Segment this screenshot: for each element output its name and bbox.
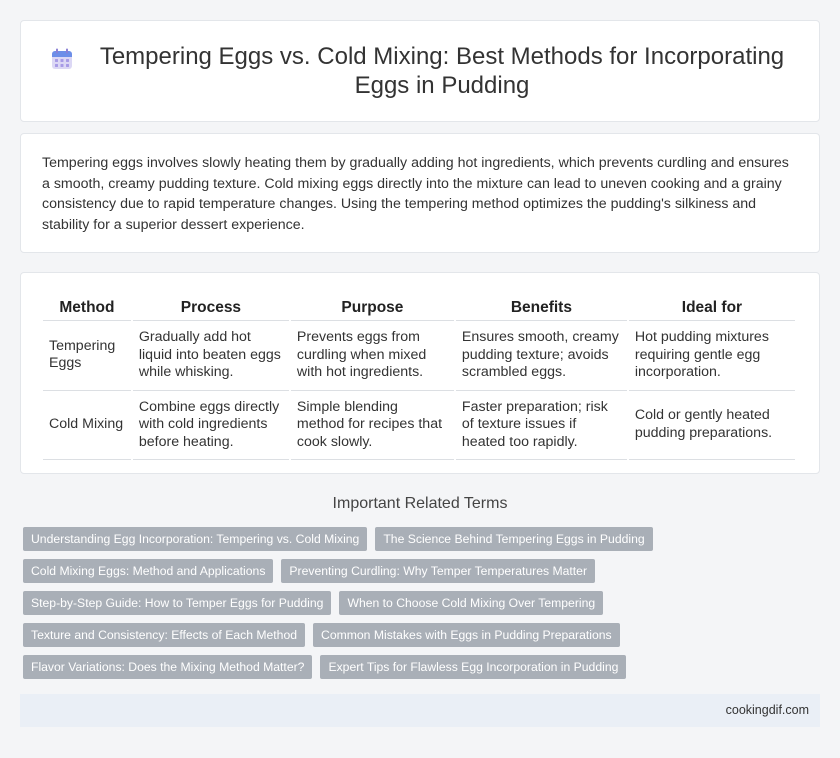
- intro-text: Tempering eggs involves slowly heating them by gradually adding hot ingredients, which prevents curdling and ensures a smooth, creamy pudding texture. Cold mixing eggs directly into the mixture can lead to uneven cooking and a grainy consistency due to rapid temperature changes. Using the tempering method optimizes the pudding's silkiness and stability for a superior dessert experience.: [42, 155, 789, 233]
- related-term-link[interactable]: Cold Mixing Eggs: Method and Applications: [23, 559, 273, 583]
- header-benefits: Benefits: [456, 295, 627, 321]
- tag-row: [23, 655, 823, 679]
- table-header-row: [43, 295, 795, 321]
- intro-card: [20, 133, 820, 253]
- related-term-link[interactable]: Common Mistakes with Eggs in Pudding Preparations: [313, 623, 620, 647]
- cell-process: Gradually add hot liquid into beaten eggs while whisking.: [133, 321, 289, 391]
- tag-row: [23, 591, 823, 615]
- header-process: Process: [133, 295, 289, 321]
- cell-method: Tempering Eggs: [43, 321, 131, 391]
- footer: [20, 694, 820, 727]
- cell-ideal-for: Hot pudding mixtures requiring gentle egg incorporation.: [629, 321, 795, 391]
- related-term-link[interactable]: Expert Tips for Flawless Egg Incorporation in Pudding: [320, 655, 626, 679]
- comparison-table-card: [20, 272, 820, 474]
- related-term-link[interactable]: Texture and Consistency: Effects of Each Method: [23, 623, 305, 647]
- related-term-link[interactable]: The Science Behind Tempering Eggs in Pudding: [375, 527, 652, 551]
- cell-benefits: Ensures smooth, creamy pudding texture; avoids scrambled eggs.: [456, 321, 627, 391]
- tag-row: [23, 623, 823, 647]
- related-term-link[interactable]: Step-by-Step Guide: How to Temper Eggs for Pudding: [23, 591, 331, 615]
- header-method: Method: [43, 295, 131, 321]
- table-row: [43, 391, 795, 461]
- cell-purpose: Prevents eggs from curdling when mixed with hot ingredients.: [291, 321, 454, 391]
- table-row: [43, 321, 795, 391]
- related-terms-title: Important Related Terms: [332, 495, 508, 512]
- tag-row: [23, 527, 823, 551]
- cell-benefits: Faster preparation; risk of texture issues if heated too rapidly.: [456, 391, 627, 461]
- cell-method: Cold Mixing: [43, 391, 131, 461]
- comparison-table: [41, 295, 797, 460]
- page-title: Tempering Eggs vs. Cold Mixing: Best Methods for Incorporating Eggs in Pudding: [99, 43, 785, 99]
- header-ideal-for: Ideal for: [629, 295, 795, 321]
- calendar-icon: [51, 48, 73, 70]
- cell-process: Combine eggs directly with cold ingredients before heating.: [133, 391, 289, 461]
- header-card: [20, 20, 820, 122]
- related-term-link[interactable]: When to Choose Cold Mixing Over Tempering: [339, 591, 603, 615]
- tag-row: [23, 559, 823, 583]
- related-term-link[interactable]: Understanding Egg Incorporation: Tempering vs. Cold Mixing: [23, 527, 367, 551]
- cell-ideal-for: Cold or gently heated pudding preparations.: [629, 391, 795, 461]
- cell-purpose: Simple blending method for recipes that cook slowly.: [291, 391, 454, 461]
- related-terms-tags: [23, 527, 823, 687]
- related-term-link[interactable]: Preventing Curdling: Why Temper Temperatures Matter: [281, 559, 595, 583]
- footer-site-link[interactable]: cookingdif.com: [725, 703, 809, 717]
- title-wrap: [51, 42, 789, 100]
- header-purpose: Purpose: [291, 295, 454, 321]
- related-term-link[interactable]: Flavor Variations: Does the Mixing Method Matter?: [23, 655, 312, 679]
